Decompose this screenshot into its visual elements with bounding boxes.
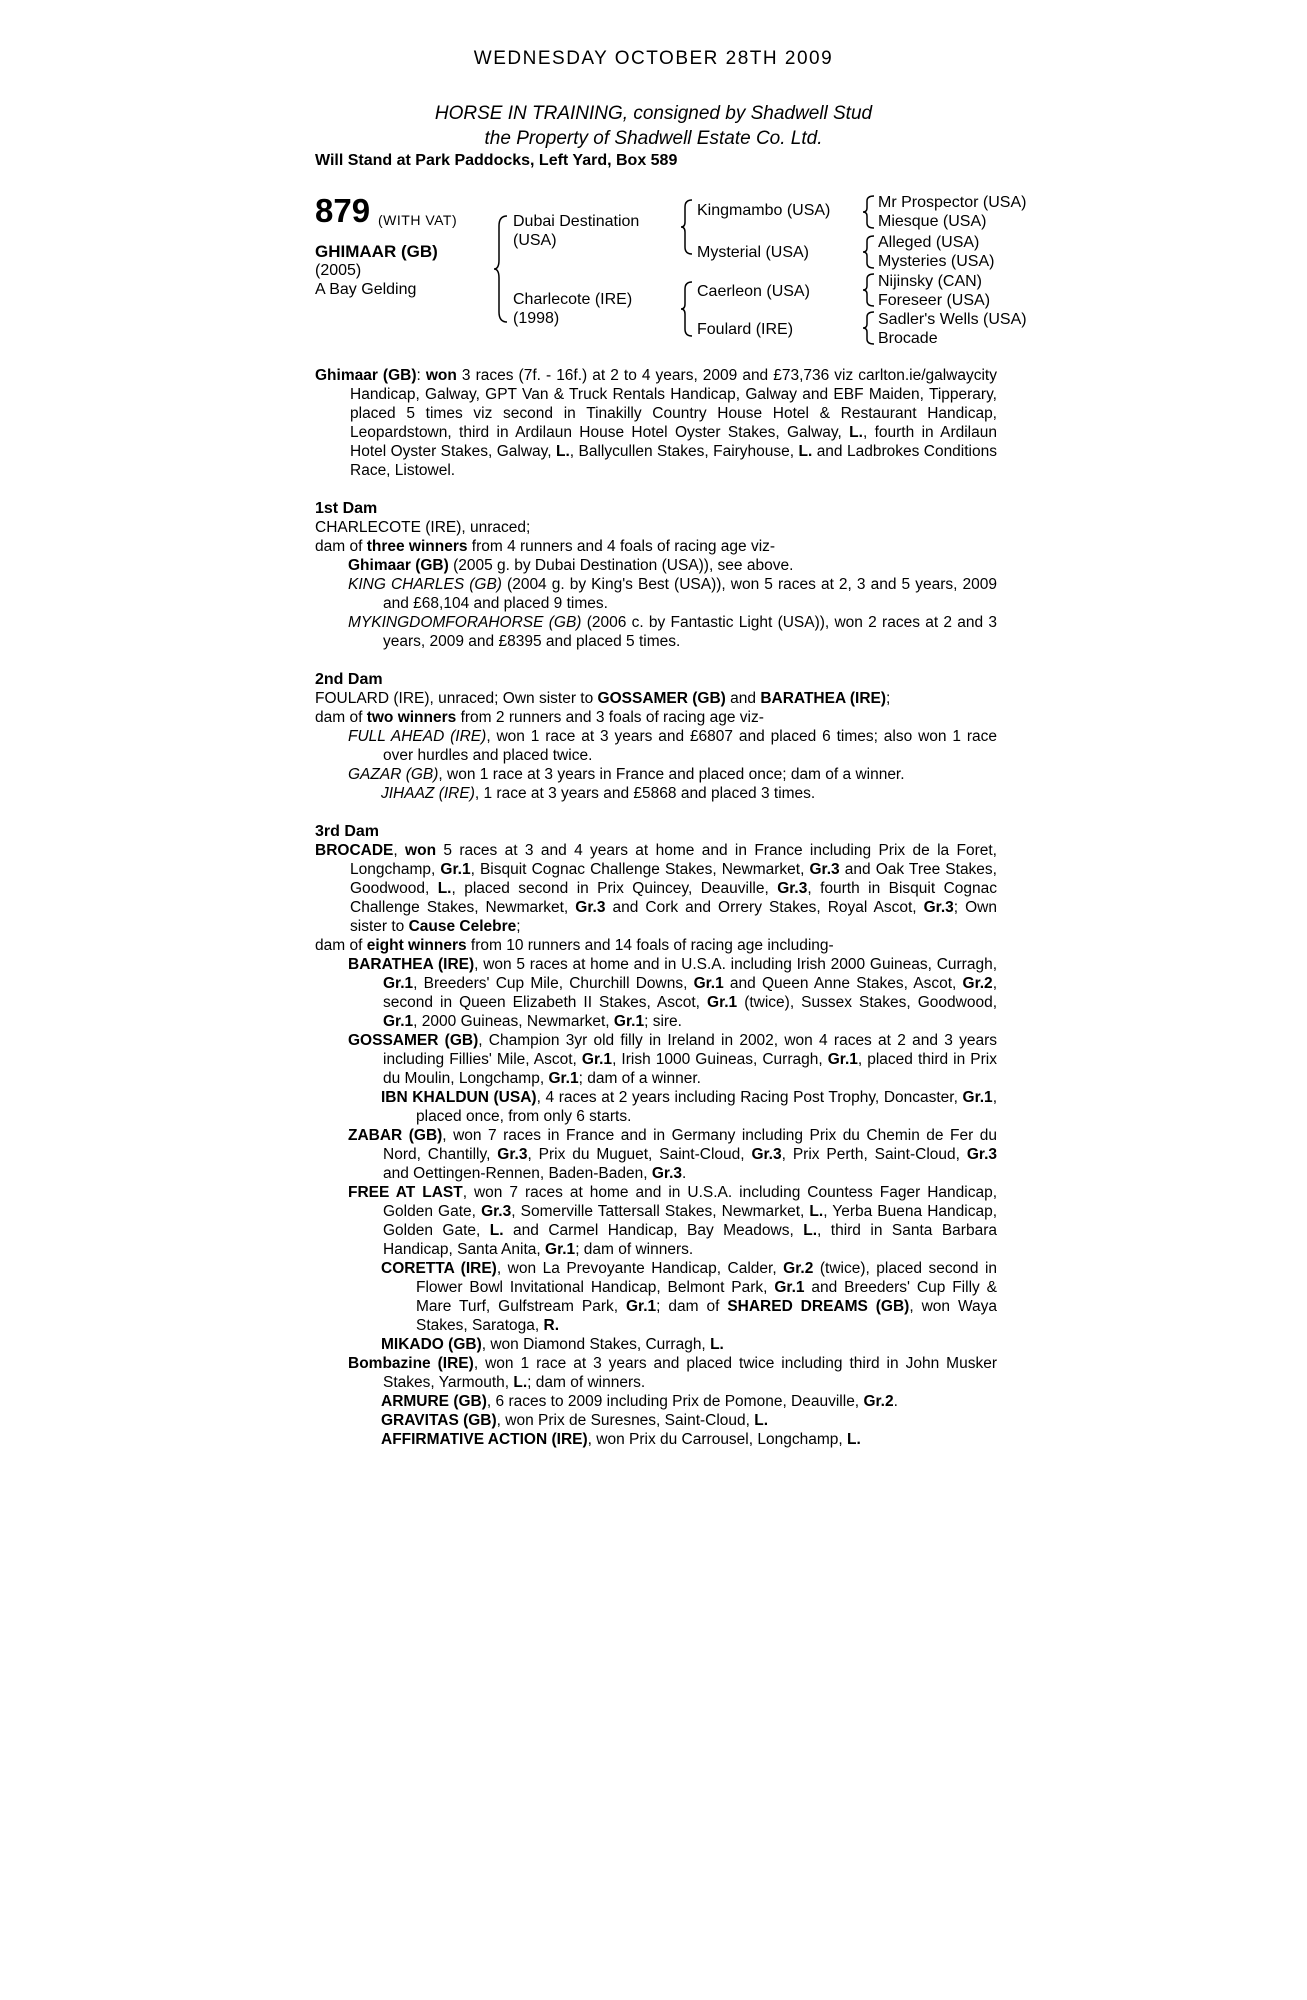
first-dam-line: CHARLECOTE (IRE), unraced; — [315, 519, 531, 536]
pedigree-brace-g3 — [862, 272, 876, 308]
second-dam-produce: dam of two winners from 2 runners and 3 foals of racing age viz- — [315, 709, 764, 726]
pedigree-gg-3: Alleged (USA) — [878, 234, 980, 251]
pedigree-brace-dam — [680, 280, 694, 338]
second-dam-heading: 2nd Dam — [315, 671, 383, 688]
progeny-coretta: CORETTA (IRE), won La Prevoyante Handicap, Calder, Gr.2 (twice), placed second in Flower Bowl Invitational Handicap, Belmont Park, Gr.1 and Breeders' Cup Filly & Mare Turf, Gulfstream Park, Gr.1; dam of SHARED DREAMS (GB), won Waya Stakes, Saratoga, R. — [381, 1260, 998, 1334]
pedigree-sire-dam: Mysterial (USA) — [697, 244, 810, 261]
pedigree-dam — [513, 290, 632, 328]
first-dam-heading: 1st Dam — [315, 500, 378, 517]
dam-year: (1998) — [513, 310, 560, 327]
progeny-mikado: MIKADO (GB), won Diamond Stakes, Curragh, L. — [381, 1336, 724, 1353]
progeny-ibn-khaldun: IBN KHALDUN (USA), 4 races at 2 years including Racing Post Trophy, Doncaster, Gr.1, placed once, from only 6 starts. — [381, 1089, 997, 1125]
sire-name: Dubai Destination — [513, 213, 640, 230]
progeny-gravitas: GRAVITAS (GB), won Prix de Suresnes, Saint-Cloud, L. — [381, 1412, 769, 1429]
second-dam-progeny-2: GAZAR (GB), won 1 race at 3 years in France and placed once; dam of a winner. — [348, 766, 905, 783]
progeny-free-at-last: FREE AT LAST, won 7 races at home and in U.S.A. including Countess Fager Handicap, Golden Gate, Gr.3, Somerville Tattersall Stakes, Newmarket, L., Yerba Buena Handicap, Golden Gate, L. and Carmel Handicap, Bay Meadows, L., third in Santa Barbara Handicap, Santa Anita, Gr.1; dam of winners. — [348, 1184, 998, 1258]
pedigree-gg-2: Miesque (USA) — [878, 213, 987, 230]
pedigree-brace-g1 — [862, 194, 876, 230]
pedigree-brace-g2 — [862, 234, 876, 270]
pedigree-dam-dam: Foulard (IRE) — [697, 321, 794, 338]
horse-year: (2005) — [315, 262, 362, 279]
progeny-zabar: ZABAR (GB), won 7 races in France and in Germany including Prix du Chemin de Fer du Nord, Chantilly, Gr.3, Prix du Muguet, Saint-Cloud, Gr.3, Prix Perth, Saint-Cloud, Gr.3 and Oettingen-Rennen, Baden-Baden, Gr.3. — [348, 1127, 998, 1182]
third-dam-record: BROCADE, won 5 races at 3 and 4 years at home and in France including Prix de la Foret, Longchamp, Gr.1, Bisquit Cognac Challenge Stakes, Newmarket, Gr.3 and Oak Tree Stakes, Goodwood, L., placed second in Prix Quincey, Deauville, Gr.3, fourth in Bisquit Cognac Challenge Stakes, Newmarket, Gr.3 and Cork and Orrery Stakes, Royal Ascot, Gr.3; Own sister to Cause Celebre; — [315, 842, 997, 935]
lot-number: 879 — [315, 192, 371, 229]
first-dam-progeny-2: KING CHARLES (GB) (2004 g. by King's Best (USA)), won 5 races at 2, 3 and 5 years, 2009 and £68,104 and placed 9 times. — [348, 576, 997, 612]
third-dam-heading: 3rd Dam — [315, 823, 380, 840]
progeny-armure: ARMURE (GB), 6 races to 2009 including Prix de Pomone, Deauville, Gr.2. — [381, 1393, 898, 1410]
progeny-bombazine: Bombazine (IRE), won 1 race at 3 years and placed twice including third in John Musker Stakes, Yarmouth, L.; dam of winners. — [348, 1355, 997, 1391]
race-record-paragraph: Ghimaar (GB): won 3 races (7f. - 16f.) at 2 to 4 years, 2009 and £73,736 viz carlton.ie/galwaycity Handicap, Galway, GPT Van & Truck Rentals Handicap, Galway and EBF Maiden, Tipperary, placed 5 times viz second in Tinakilly Country House Hotel & Restaurant Handicap, Leopardstown, third in Ardilaun House Hotel Oyster Stakes, Galway, L., fourth in Ardilaun Hotel Oyster Stakes, Galway, L., Ballycullen Stakes, Fairyhouse, L. and Ladbrokes Conditions Race, Listowel. — [315, 367, 997, 479]
third-dam-section — [315, 822, 997, 1449]
progeny-affirmative-action: AFFIRMATIVE ACTION (IRE), won Prix du Carrousel, Longchamp, L. — [381, 1431, 861, 1448]
second-dam-progeny-3: JIHAAZ (IRE), 1 race at 3 years and £5868 and placed 3 times. — [381, 785, 816, 802]
pedigree-sire — [513, 212, 639, 250]
pedigree-sire-sire: Kingmambo (USA) — [697, 202, 831, 219]
pedigree-gg-5: Nijinsky (CAN) — [878, 273, 982, 290]
pedigree-gg-8: Brocade — [878, 330, 938, 347]
horse-name: GHIMAAR (GB) — [315, 242, 438, 261]
pedigree-gg-4: Mysteries (USA) — [878, 253, 995, 270]
dam-name: Charlecote (IRE) — [513, 291, 633, 308]
sale-date: WEDNESDAY OCTOBER 28TH 2009 — [473, 48, 834, 69]
stand-location: Will Stand at Park Paddocks, Left Yard, Box 589 — [315, 152, 678, 169]
first-dam-section — [315, 499, 997, 651]
pedigree-gg-1: Mr Prospector (USA) — [878, 194, 1027, 211]
consignment-line-1: HORSE IN TRAINING, consigned by Shadwell Stud — [434, 103, 873, 124]
pedigree-brace-sire — [680, 198, 694, 256]
pedigree-gg-7: Sadler's Wells (USA) — [878, 311, 1027, 328]
vat-note: (WITH VAT) — [378, 212, 458, 228]
second-dam-line: FOULARD (IRE), unraced; Own sister to GOSSAMER (GB) and BARATHEA (IRE); — [315, 690, 891, 707]
second-dam-progeny-1: FULL AHEAD (IRE), won 1 race at 3 years and £6807 and placed 6 times; also won 1 race over hurdles and placed twice. — [348, 728, 997, 764]
progeny-gossamer: GOSSAMER (GB), Champion 3yr old filly in Ireland in 2002, won 4 races at 2 and 3 years including Fillies' Mile, Ascot, Gr.1, Irish 1000 Guineas, Curragh, Gr.1, placed third in Prix du Moulin, Longchamp, Gr.1; dam of a winner. — [348, 1032, 997, 1087]
pedigree-gg-6: Foreseer (USA) — [878, 292, 991, 309]
second-dam-section — [315, 670, 997, 803]
horse-description: A Bay Gelding — [315, 281, 417, 298]
pedigree-dam-sire: Caerleon (USA) — [697, 283, 810, 300]
sire-country: (USA) — [513, 232, 557, 249]
third-dam-produce: dam of eight winners from 10 runners and 14 foals of racing age including- — [315, 937, 834, 954]
consignment-line-2: the Property of Shadwell Estate Co. Ltd. — [484, 128, 823, 149]
first-dam-progeny-3: MYKINGDOMFORAHORSE (GB) (2006 c. by Fantastic Light (USA)), won 2 races at 2 and 3 years, 2009 and £8395 and placed 5 times. — [348, 614, 997, 650]
race-record — [315, 366, 997, 480]
pedigree-brace-main — [493, 214, 509, 324]
first-dam-progeny-1: Ghimaar (GB) (2005 g. by Dubai Destination (USA)), see above. — [348, 557, 794, 574]
pedigree-brace-g4 — [862, 310, 876, 346]
progeny-barathea: BARATHEA (IRE), won 5 races at home and in U.S.A. including Irish 2000 Guineas, Curragh, Gr.1, Breeders' Cup Mile, Churchill Downs, Gr.1 and Queen Anne Stakes, Ascot, Gr.2, second in Queen Elizabeth II Stakes, Ascot, Gr.1 (twice), Sussex Stakes, Goodwood, Gr.1, 2000 Guineas, Newmarket, Gr.1; sire. — [348, 956, 998, 1030]
first-dam-produce: dam of three winners from 4 runners and 4 foals of racing age viz- — [315, 538, 776, 555]
